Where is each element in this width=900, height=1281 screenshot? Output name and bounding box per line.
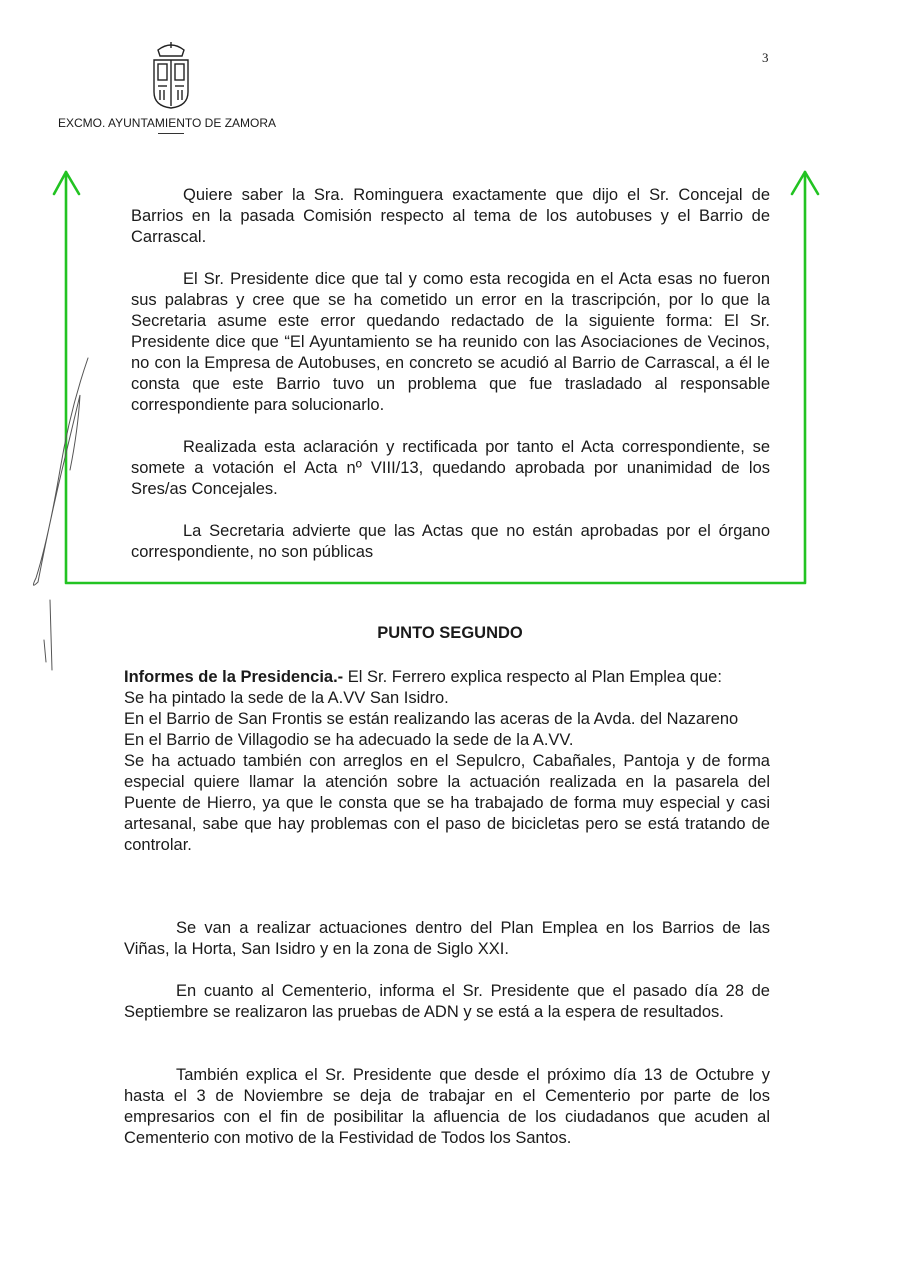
list-item: En el Barrio de Villagodio se ha adecuado la sede de la A.VV. — [124, 731, 574, 749]
paragraph: Se van a realizar actuaciones dentro del Plan Emplea en los Barrios de las Viñas, la Horta, San Isidro y en la zona de Siglo XXI. — [124, 919, 770, 958]
section-heading: PUNTO SEGUNDO — [377, 624, 523, 642]
organization-underline — [158, 133, 184, 134]
page-number: 3 — [762, 50, 769, 65]
paragraph: En cuanto al Cementerio, informa el Sr. Presidente que el pasado día 28 de Septiembre se realizaron las pruebas de ADN y se está a la espera de resultados. — [124, 982, 770, 1021]
report-block — [124, 667, 770, 856]
report-intro: El Sr. Ferrero explica respecto al Plan Emplea que: — [343, 668, 722, 686]
right-arrow-icon — [792, 172, 818, 194]
paragraph: El Sr. Presidente dice que tal y como esta recogida en el Acta esas no fueron sus palabras y cree que se ha cometido un error en la trascripción, por lo que la Secretaria asume este error quedando redactado de la siguiente forma: El Sr. Presidente dice que “El Ayuntamiento se ha reunido con las Asociaciones de Vecinos, no con la Empresa de Autobuses, en concreto se acudió al Barrio de Carrascal, a él le consta que este Barrio tuvo un problema que fue trasladado al responsable correspondiente para solucionarlo. — [131, 270, 770, 414]
left-arrow-icon — [54, 172, 79, 194]
list-item: En el Barrio de San Frontis se están realizando las aceras de la Avda. del Nazareno — [124, 710, 739, 728]
list-item: Se ha actuado también con arreglos en el Sepulcro, Cabañales, Pantoja y de forma especial quiere llamar la atención sobre la actuación realizada en la pasarela del Puente de Hierro, ya que le consta que se ha trabajado de forma muy especial y casi artesanal, sabe que hay problemas con el paso de bicicletas pero se está tratando de controlar. — [124, 752, 770, 854]
paragraph: La Secretaria advierte que las Actas que no están aprobadas por el órgano correspondiente, no son públicas — [131, 522, 770, 561]
organization-name: EXCMO. AYUNTAMIENTO DE ZAMORA — [58, 116, 277, 130]
paragraph: Quiere saber la Sra. Rominguera exactamente que dijo el Sr. Concejal de Barrios en la pasada Comisión respecto al tema de los autobuses y el Barrio de Carrascal. — [131, 186, 770, 246]
paragraph: También explica el Sr. Presidente que desde el próximo día 13 de Octubre y hasta el 3 de Noviembre se deja de trabajar en el Cementerio por parte de los empresarios con el fin de posibilitar la afluencia de los ciudadanos que acuden al Cementerio con motivo de la Festividad de Todos los Santos. — [124, 1066, 770, 1147]
coat-of-arms-icon — [148, 42, 194, 110]
list-item: Se ha pintado la sede de la A.VV San Isidro. — [124, 689, 449, 707]
paragraph: Realizada esta aclaración y rectificada por tanto el Acta correspondiente, se somete a votación el Acta nº VIII/13, quedando aprobada por unanimidad de los Sres/as Concejales. — [131, 438, 770, 498]
report-title: Informes de la Presidencia.- — [124, 668, 344, 686]
